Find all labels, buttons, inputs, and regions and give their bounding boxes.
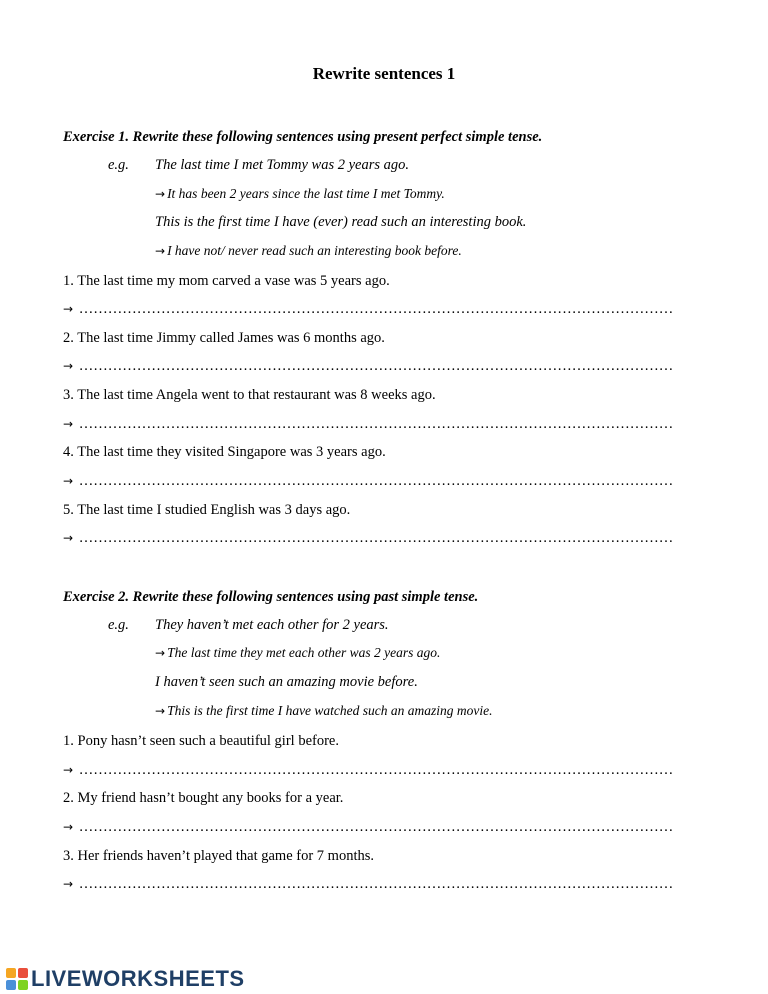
arrow-right-icon: →	[63, 820, 74, 834]
exercise-1-question-3: 3. The last time Angela went to that restaurant was 8 weeks ago.	[63, 387, 436, 403]
exercise-2-example-2: I haven’t seen such an amazing movie before.	[155, 674, 418, 690]
logo-square-3	[6, 980, 16, 990]
arrow-right-icon: →	[63, 359, 74, 373]
arrow-right-icon: →	[155, 244, 166, 258]
logo-text: LIVEWORKSHEETS	[31, 966, 245, 991]
exercise-2-example-2-answer: → This is the first time I have watched such an amazing movie.	[155, 703, 493, 718]
exercise-2-example-1-answer: → The last time they met each other was 2 years ago.	[155, 645, 441, 660]
exercise-1-example-1-answer: → It has been 2 years since the last time I met Tommy.	[155, 186, 445, 201]
exercise-1-example-2: This is the first time I have (ever) read such an interesting book.	[155, 214, 527, 230]
exercise-2-answer-line-2[interactable]: → ……………………………………………………………………………………………………………	[63, 819, 674, 835]
exercise-1-eg-label: e.g.	[108, 157, 129, 173]
arrow-right-icon: →	[63, 531, 74, 545]
exercise-1-question-5: 5. The last time I studied English was 3 days ago.	[63, 502, 351, 518]
logo-square-1	[6, 968, 16, 978]
arrow-right-icon: →	[63, 877, 74, 891]
logo-square-4	[18, 980, 28, 990]
arrow-right-icon: →	[63, 417, 74, 431]
exercise-2-answer-line-3[interactable]: → ……………………………………………………………………………………………………………	[63, 876, 674, 892]
arrow-right-icon: →	[155, 187, 166, 201]
exercise-1-example-2-answer: → I have not/ never read such an interesting book before.	[155, 243, 462, 258]
exercise-2-eg-label: e.g.	[108, 617, 129, 633]
exercise-1-question-4: 4. The last time they visited Singapore was 3 years ago.	[63, 444, 386, 460]
exercise-1-question-2: 2. The last time Jimmy called James was 6 months ago.	[63, 330, 385, 346]
logo-square-2	[18, 968, 28, 978]
exercise-1-heading: Exercise 1. Rewrite these following sentences using present perfect simple tense.	[63, 129, 543, 145]
liveworksheets-logo	[6, 966, 245, 992]
exercise-2-example-1: They haven’t met each other for 2 years.	[155, 617, 389, 633]
exercise-1-question-1: 1. The last time my mom carved a vase was 5 years ago.	[63, 273, 390, 289]
exercise-1-answer-line-1[interactable]: → ……………………………………………………………………………………………………………	[63, 301, 674, 317]
exercise-1-answer-line-4[interactable]: → ……………………………………………………………………………………………………………	[63, 473, 674, 489]
arrow-right-icon: →	[63, 763, 74, 777]
exercise-2-question-1: 1. Pony hasn’t seen such a beautiful girl before.	[63, 733, 339, 749]
arrow-right-icon: →	[63, 302, 74, 316]
exercise-1-example-1: The last time I met Tommy was 2 years ago.	[155, 157, 410, 173]
logo-mark-icon	[6, 968, 28, 990]
arrow-right-icon: →	[63, 474, 74, 488]
exercise-2-question-3: 3. Her friends haven’t played that game for 7 months.	[63, 848, 374, 864]
exercise-2-answer-line-1[interactable]: → ……………………………………………………………………………………………………………	[63, 762, 674, 778]
exercise-2-heading: Exercise 2. Rewrite these following sentences using past simple tense.	[63, 589, 479, 605]
arrow-right-icon: →	[155, 646, 166, 660]
exercise-2-question-2: 2. My friend hasn’t bought any books for a year.	[63, 790, 344, 806]
exercise-1-answer-line-2[interactable]: → ……………………………………………………………………………………………………………	[63, 358, 674, 374]
page-title: Rewrite sentences 1	[312, 64, 456, 83]
exercise-1-answer-line-3[interactable]: → ……………………………………………………………………………………………………………	[63, 416, 674, 432]
exercise-1-answer-line-5[interactable]: → ……………………………………………………………………………………………………………	[63, 530, 674, 546]
arrow-right-icon: →	[155, 704, 166, 718]
